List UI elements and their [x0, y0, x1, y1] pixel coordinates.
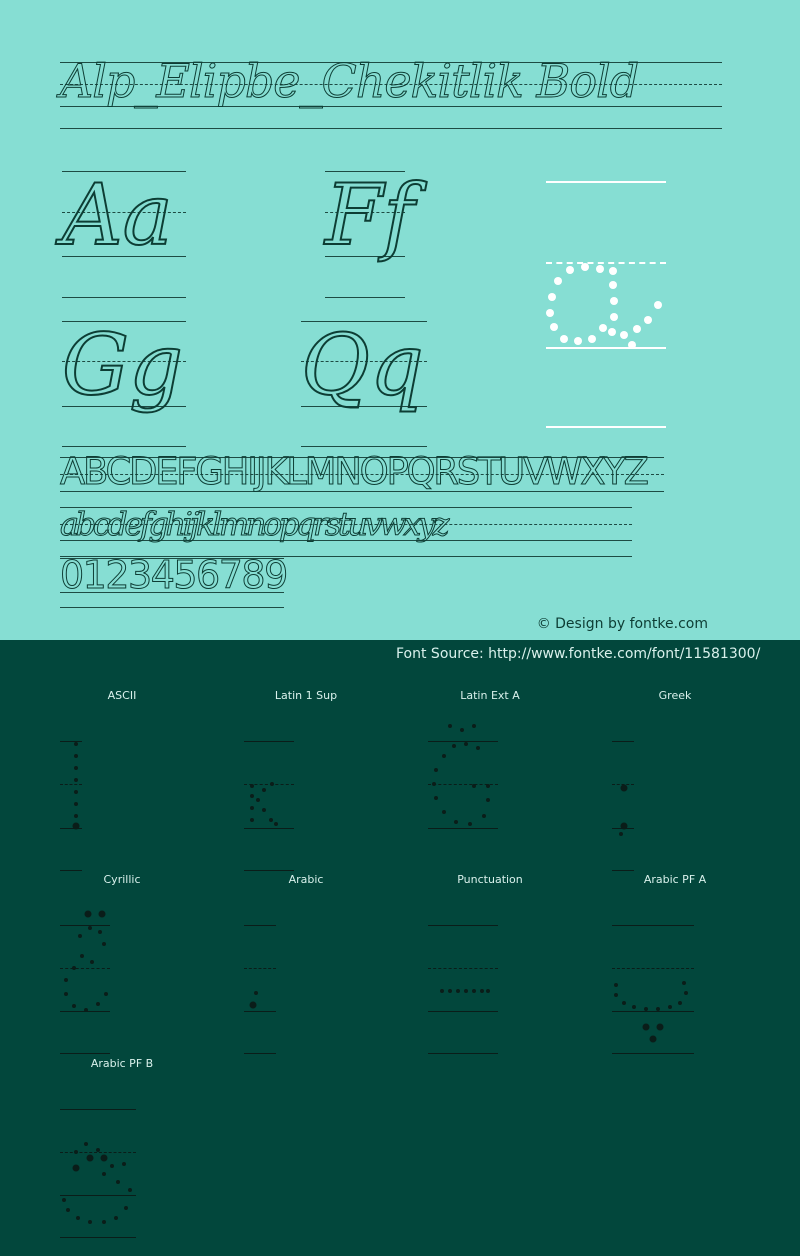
lowercase-alphabet: abcdefghijklmnopqrstuvwxyz	[60, 505, 447, 543]
category-label-arabic-pf-a: Arabic PF A	[643, 873, 707, 886]
glyph-dots-arabic-pf-b	[60, 1138, 136, 1228]
category-label-greek: Greek	[658, 689, 692, 702]
guide-line	[60, 607, 284, 608]
sample-glyph-pair: Ff	[325, 166, 415, 264]
category-label-arabic-pf-b: Arabic PF B	[90, 1057, 154, 1070]
glyph-dots-arabic	[244, 985, 274, 1015]
highlight-guide-line	[546, 426, 666, 428]
category-label-ascii: ASCII	[107, 689, 137, 702]
uppercase-alphabet: ABCDEFGHIJKLMNOPQRSTUVWXYZ	[60, 450, 647, 493]
glyph-dots-latin-ext-a	[428, 720, 498, 830]
category-label-latin1-sup: Latin 1 Sup	[274, 689, 338, 702]
guide-line	[325, 297, 405, 298]
sample-glyph-pair: Aa	[62, 166, 173, 264]
guide-line	[301, 446, 427, 447]
category-label-latin-ext-a: Latin Ext A	[460, 689, 520, 702]
digits-row: 0123456789	[60, 553, 287, 597]
glyph-dots-arabic-pf-a	[612, 975, 694, 1045]
font-name-title: Alp_Elipbe_Chekitlik Bold	[60, 54, 639, 108]
font-source-link[interactable]: Font Source: http://www.fontke.com/font/11581300/	[396, 646, 761, 662]
glyph-dots-ascii	[66, 740, 86, 835]
highlight-guide-line	[546, 181, 666, 183]
guide-line	[62, 446, 186, 447]
glyph-dots-cyrillic	[60, 908, 110, 1018]
glyph-dots-latin1-sup	[244, 780, 284, 830]
guide-line	[60, 128, 722, 129]
sample-glyph-pair: Qq	[301, 316, 424, 414]
guide-line	[62, 297, 186, 298]
category-label-cyrillic: Cyrillic	[103, 873, 141, 886]
highlighted-glyph-dots	[540, 255, 670, 355]
sample-glyph-pair: Gg	[62, 316, 183, 414]
glyph-dots-punctuation	[436, 985, 496, 997]
glyph-dots-greek	[614, 780, 634, 840]
design-credit: © Design by fontke.com	[536, 616, 708, 632]
category-label-punctuation: Punctuation	[457, 873, 523, 886]
category-label-arabic: Arabic	[288, 873, 324, 886]
